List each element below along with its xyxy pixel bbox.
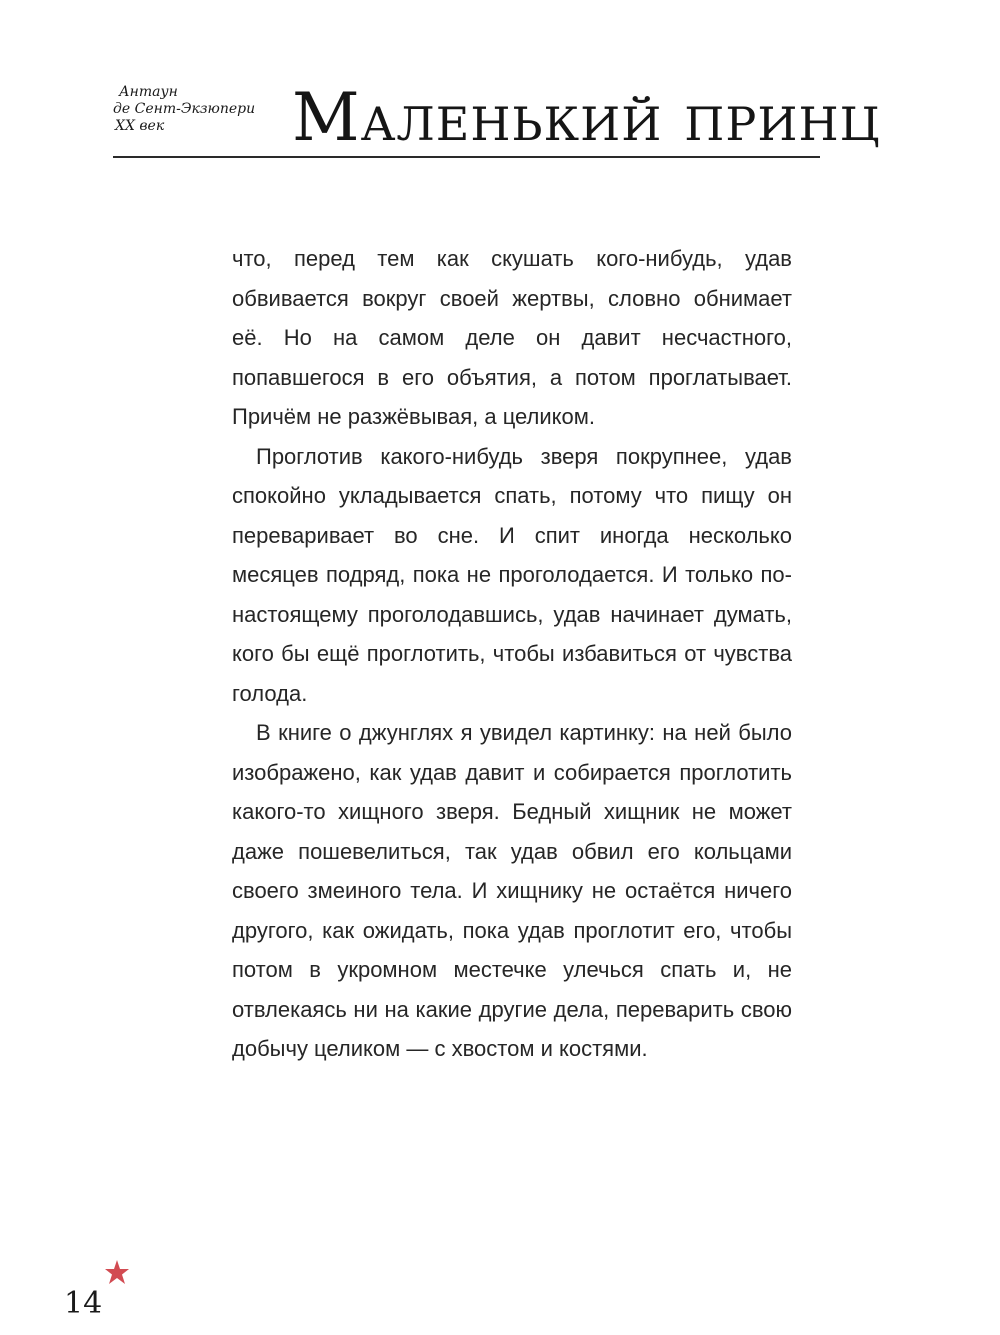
author-last-name: де Сент-Экзюпери (113, 101, 256, 117)
book-title: Маленький принц (292, 79, 881, 156)
header-divider (113, 156, 820, 158)
author-century: XX век (115, 118, 165, 134)
body-text (232, 239, 792, 1069)
paragraph: что, перед тем как скушать кого-нибудь, удав обвивается вокруг своей жертвы, словно обнимает её. Но на самом деле он давит несчастного, попавшегося в его объятия, а потом проглатывает. Причём не разжёвывая, а целиком. (232, 246, 792, 429)
author-block (113, 84, 255, 135)
paragraph: В книге о джунглях я увидел картинку: на ней было изображено, как удав давит и собирается проглотить какого-то хищного зверя. Бедный хищник не может даже пошевелиться, так удав обвил его кольцами своего змеиного тела. И хищнику не остаётся ничего другого, как ожидать, пока удав проглотит его, чтобы потом в укромном местечке улечься спать и, не отвлекаясь ни на какие другие дела, переварить свою добычу целиком — с хвостом и костями. (232, 720, 792, 1061)
page-header (0, 0, 1000, 200)
star-icon (104, 1259, 130, 1285)
page-number: 14 (64, 1286, 103, 1321)
author-first-name: Антаун (119, 84, 178, 100)
paragraph: Проглотив какого-нибудь зверя покрупнее, удав спокойно укладывается спать, потому что пищу он переваривает во сне. И спит иногда несколько месяцев подряд, пока не проголодается. И только по-настоящему проголодавшись, удав начинает думать, кого бы ещё проглотить, чтобы избавиться от чувства голода. (232, 443, 792, 706)
